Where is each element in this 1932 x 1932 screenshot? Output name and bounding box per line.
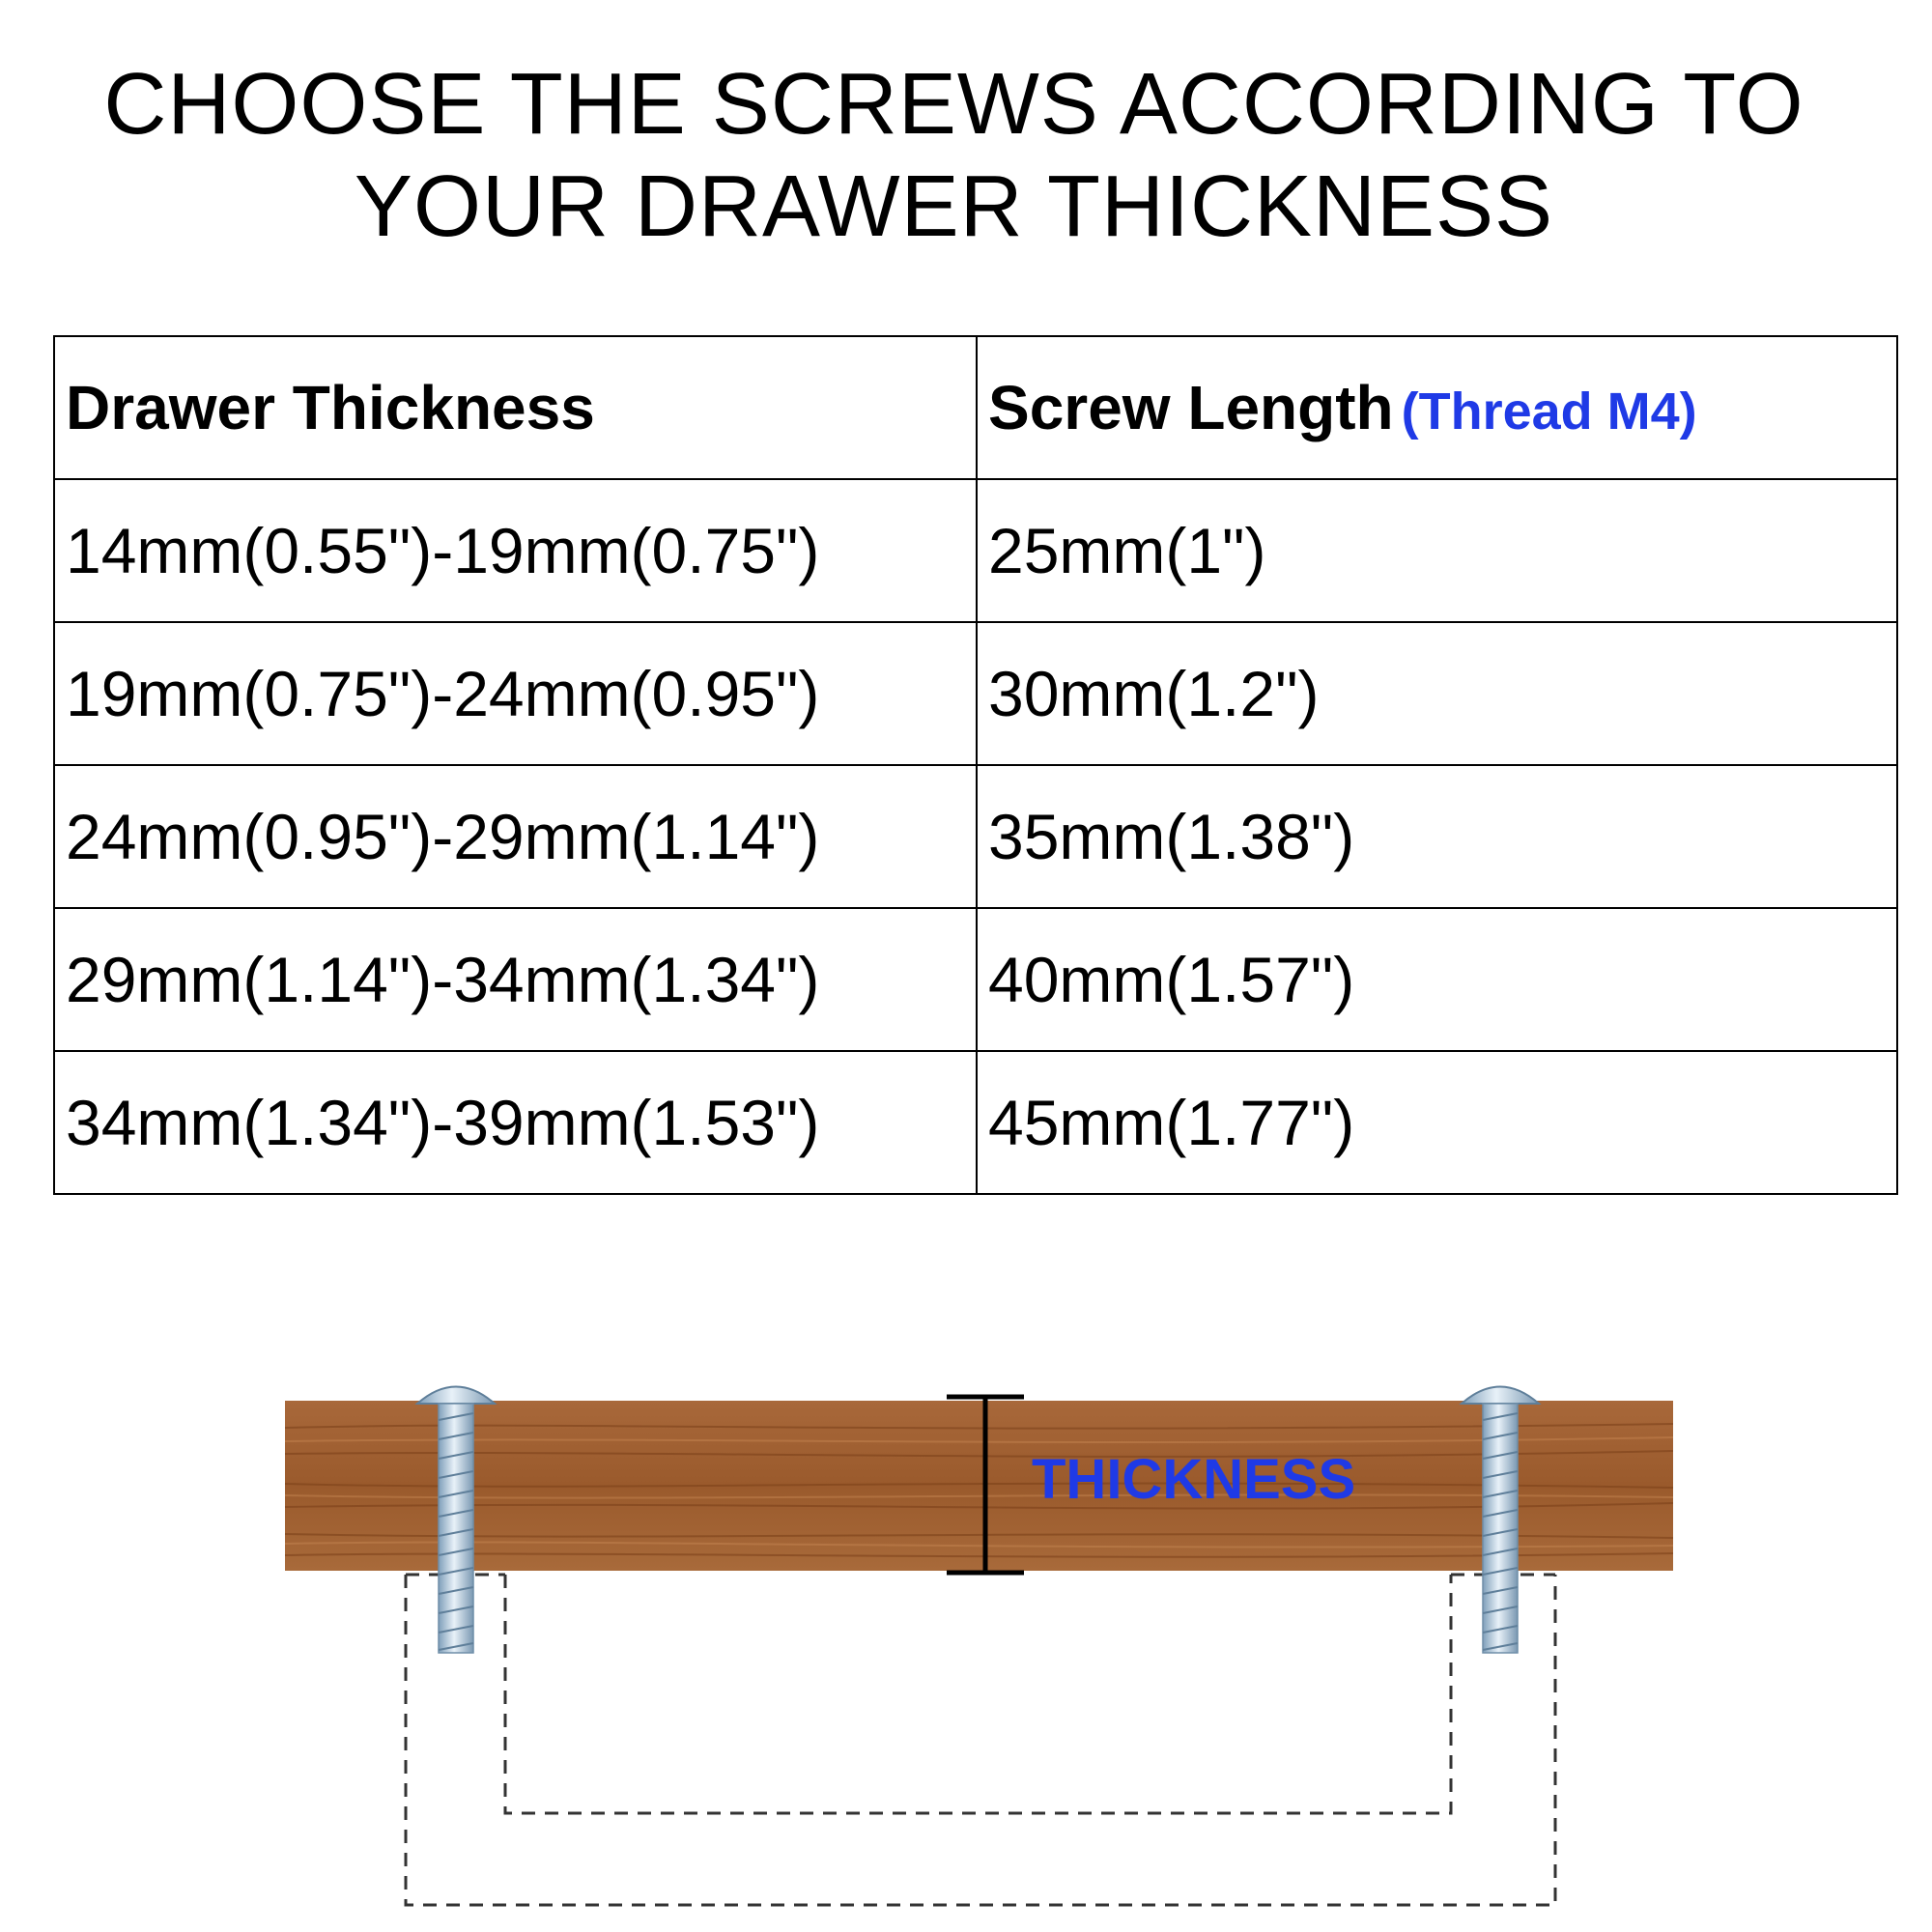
table-row (54, 908, 1897, 1051)
thickness-cell: 29mm(1.14")-34mm(1.34") (54, 908, 977, 1051)
drawer-diagram (0, 1343, 1932, 1932)
table-row (54, 765, 1897, 908)
length-cell: 40mm(1.57") (977, 908, 1897, 1051)
length-cell: 25mm(1") (977, 479, 1897, 622)
screw-size-table (53, 335, 1898, 1195)
title-line-1: CHOOSE THE SCREWS ACCORDING TO (103, 56, 1804, 153)
table-header-row (54, 336, 1897, 479)
title-line-2: YOUR DRAWER THICKNESS (354, 158, 1554, 255)
thickness-cell: 19mm(0.75")-24mm(0.95") (54, 622, 977, 765)
header-thread-note: (Thread M4) (1401, 383, 1697, 440)
thickness-cell: 24mm(0.95")-29mm(1.14") (54, 765, 977, 908)
thickness-cell: 14mm(0.55")-19mm(0.75") (54, 479, 977, 622)
table-row (54, 1051, 1897, 1194)
wood-board (285, 1401, 1673, 1571)
page-title (0, 53, 1908, 258)
header-drawer-thickness: Drawer Thickness (54, 336, 977, 479)
thickness-label: THICKNESS (1032, 1448, 1356, 1511)
handle-outline (406, 1575, 1555, 1905)
header-screw-length-label: Screw Length (988, 373, 1394, 442)
length-cell: 35mm(1.38") (977, 765, 1897, 908)
table-row (54, 479, 1897, 622)
thickness-cell: 34mm(1.34")-39mm(1.53") (54, 1051, 977, 1194)
header-screw-length (977, 336, 1897, 479)
length-cell: 45mm(1.77") (977, 1051, 1897, 1194)
table-row (54, 622, 1897, 765)
length-cell: 30mm(1.2") (977, 622, 1897, 765)
